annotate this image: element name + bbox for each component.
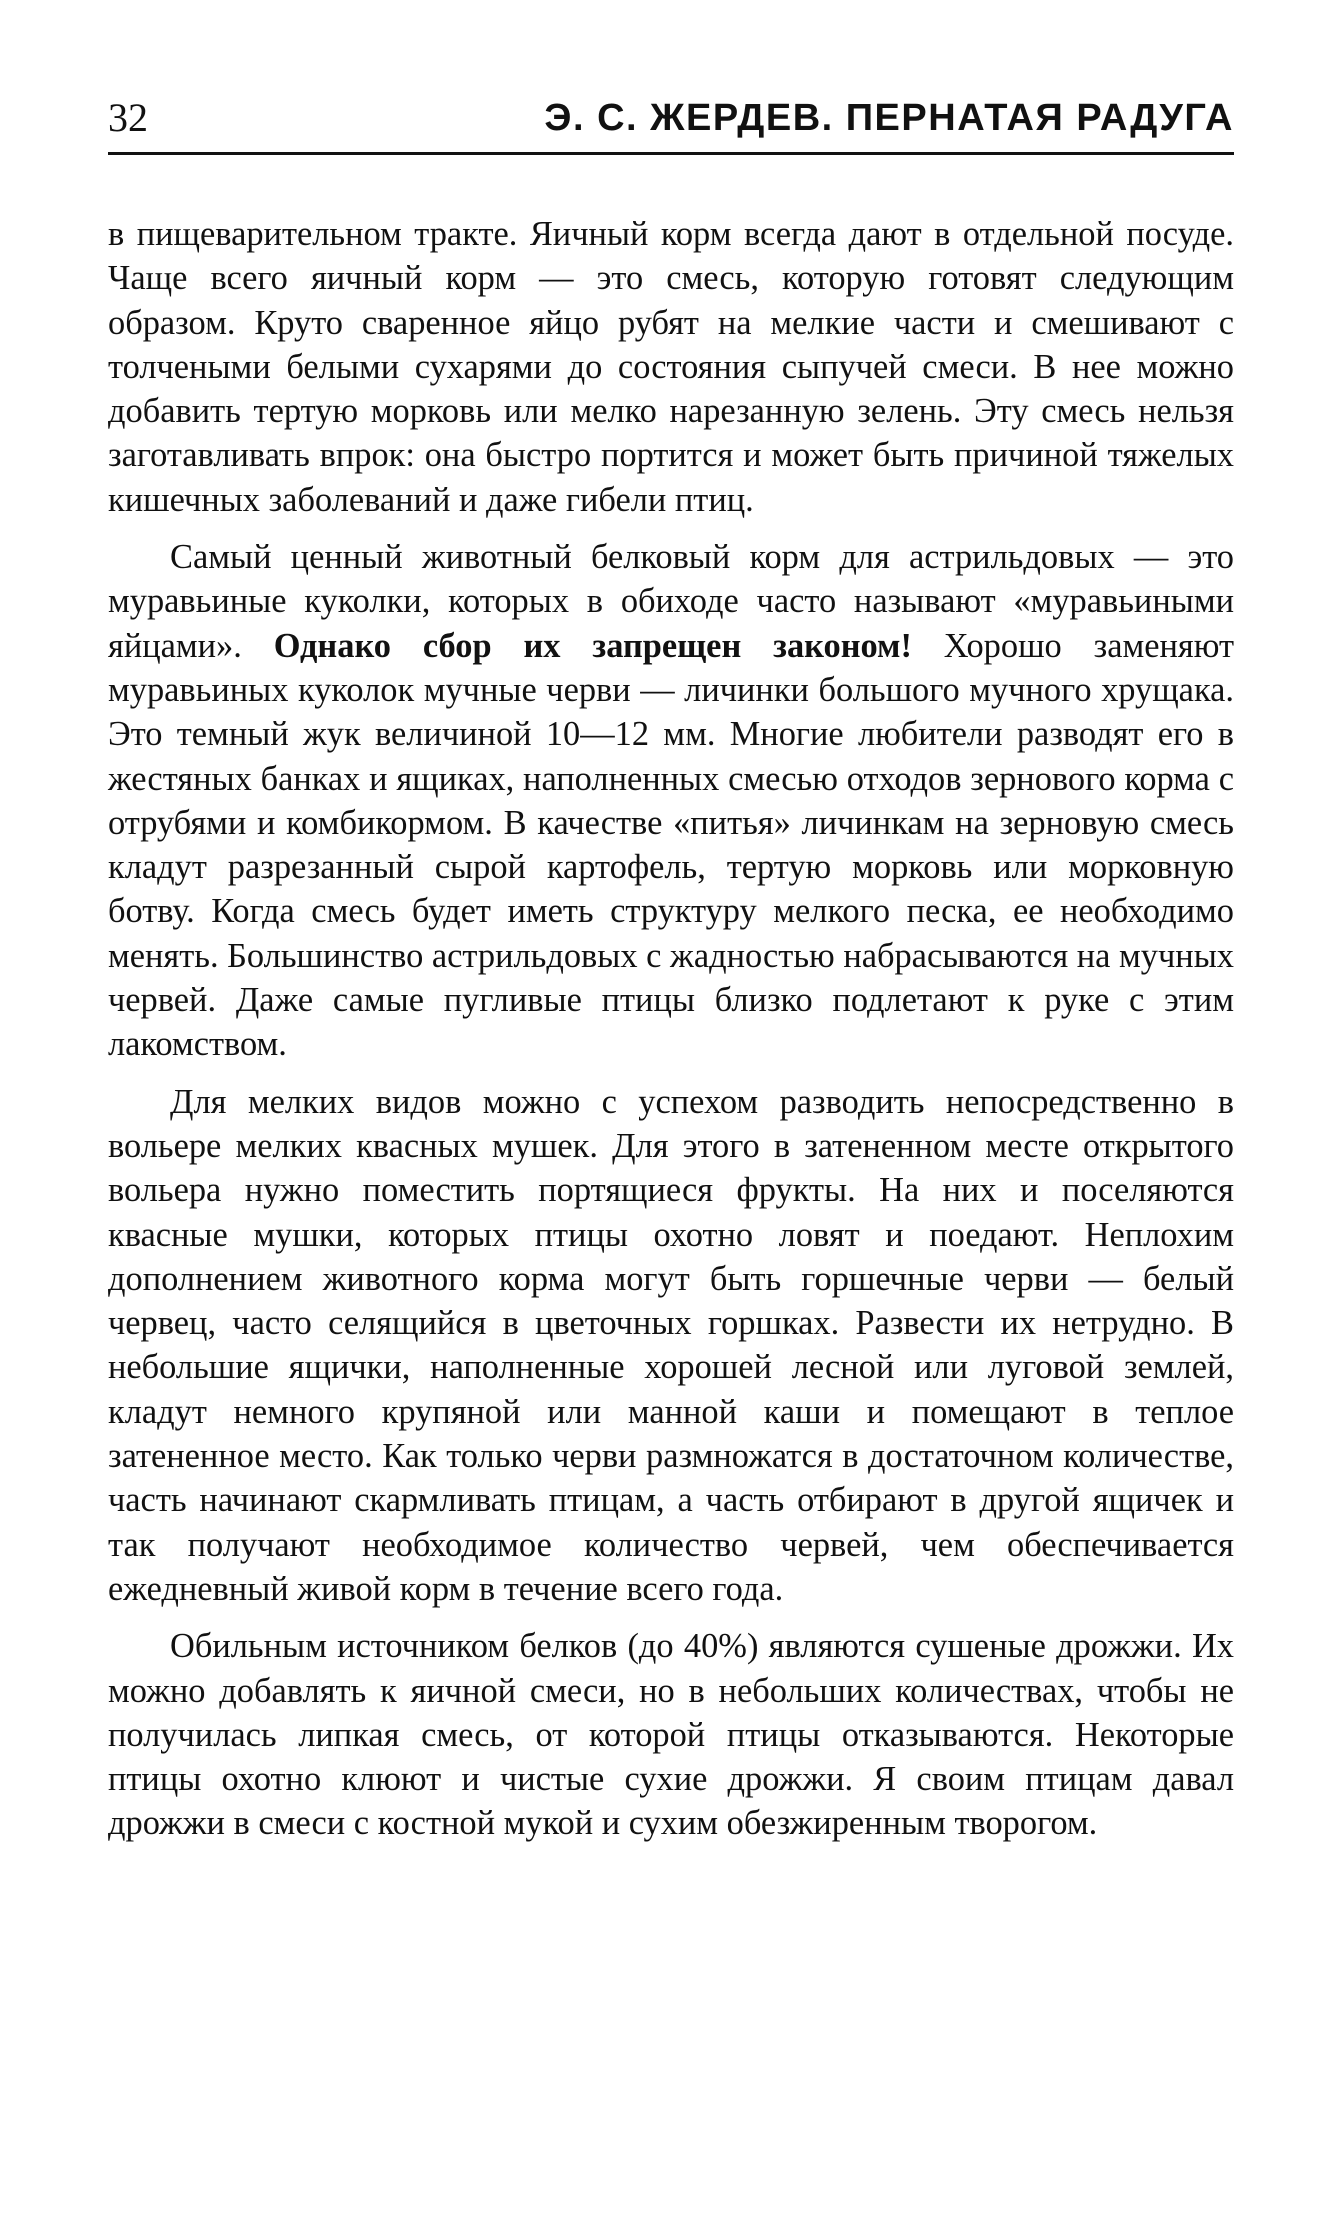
bold-warning: Однако сбор их запрещен законом!	[273, 626, 912, 665]
paragraph-1: в пищеварительном тракте. Яичный корм всегда дают в отдельной посуде. Чаще всего яичный корм — это смесь, которую готовят следующим образом. Круто сваренное яйцо рубят на мелкие части и смешивают с толчеными белыми сухарями до состояния сыпучей смеси. В нее можно добавить тертую морковь или мелко нарезанную зелень. Эту смесь нельзя заготавливать впрок: она быстро портится и может быть причиной тяжелых кишечных заболеваний и даже гибели птиц.	[108, 215, 1234, 519]
paragraph-2-start: Самый ценный животный белковый корм для астрильдовых — это муравьиные куколки, которых в обиходе часто называют «муравьиными яйцами».	[108, 538, 1234, 665]
paragraph-4: Обильным источником белков (до 40%) являются сушеные дрожжи. Их можно добавлять к яичной смеси, но в небольших количествах, чтобы не получилась липкая смесь, от которой птицы отказываются. Некоторые птицы охотно клюют и чистые сухие дрожжи. Я своим птицам давал дрожжи в смеси с костной мукой и сухим обезжиренным творогом.	[108, 1627, 1234, 1843]
page-header	[108, 92, 1234, 155]
paragraph-3: Для мелких видов можно с успехом разводить непосредственно в вольере мелких квасных мушек. Для этого в затененном месте открытого вольера нужно поместить портящиеся фрукты. На них и поселяются квасные мушки, которых птицы охотно ловят и поедают. Неплохим дополнением животного корма могут быть горшечные черви — белый червец, часто селящийся в цветочных горшках. Развести их нетрудно. В небольшие ящички, наполненные хорошей лесной или луговой землей, кладут немного крупяной или манной каши и помещают в теплое затененное место. Как только черви размножатся в достаточном количестве, часть начинают скармливать птицам, а часть отбирают в другой ящичек и так получают необходимое количество червей, чем обеспечивается ежедневный живой корм в течение всего года.	[108, 1082, 1234, 1608]
running-title: Э. С. ЖЕРДЕВ. ПЕРНАТАЯ РАДУГА	[544, 97, 1234, 139]
paragraph-2-end: Хорошо заменяют муравьиных куколок мучные черви — личинки большого мучного хрущака. Это темный жук величиной 10—12 мм. Многие любители разводят его в жестяных банках и ящиках, наполненных смесью отходов зернового корма с отрубями и комбикормом. В качестве «питья» личинкам на зерновую смесь кладут разрезанный сырой картофель, тертую морковь или морковную ботву. Когда смесь будет иметь структуру мелкого песка, ее необходимо менять. Большинство астрильдовых с жадностью набрасываются на мучных червей. Даже самые пугливые птицы близко подлетают к руке с этим лакомством.	[108, 626, 1234, 1064]
page-number: 32	[108, 95, 148, 140]
paragraph-2	[108, 535, 1234, 1067]
body-text	[108, 212, 1234, 1859]
